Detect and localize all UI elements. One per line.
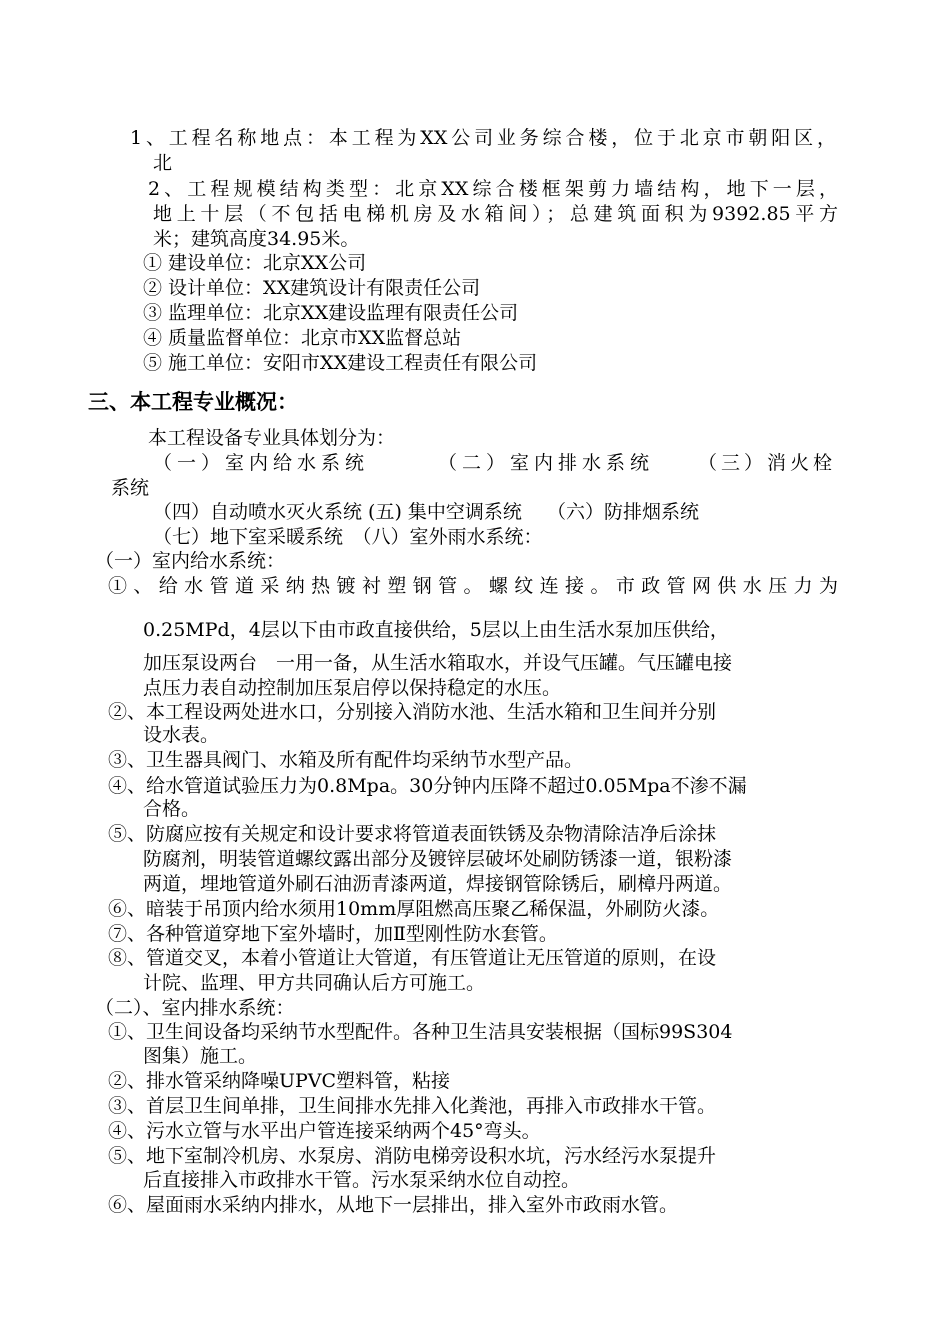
drainage-line: 后直接排入市政排水干管。污水泵采纳水位自动控。 [143,1169,581,1191]
drainage-line: ⑥、屋面雨水采纳内排水，从地下一层排出，排入室外市政雨水管。 [108,1194,679,1216]
section-heading: 三、本工程专业概况： [88,390,298,414]
project-name-line: 1、工程名称地点：本工程为XX公司业务综合楼，位于北京市朝阳区， [130,127,836,149]
water-supply-line: ⑦、各种管道穿地下室外墙时，加Ⅱ型刚性防水套管。 [108,923,558,945]
project-scale-line: 2、工程规模结构类型：北京XX综合楼框架剪力墙结构，地下一层， [148,178,838,200]
water-supply-line: 计院、监理、甲方共同确认后方可施工。 [143,972,486,994]
project-name-line-cont: 北 [153,152,173,174]
system-row-2: （四）自动喷水灭火系统 (五) 集中空调系统 （六）防排烟系统 [153,501,699,523]
water-supply-line: ③、卫生器具阀门、水箱及所有配件均采纳节水型产品。 [108,749,584,771]
water-supply-line: 加压泵设两台 一用一备，从生活水箱取水，并设气压罐。气压罐电接 [143,652,733,674]
water-supply-line: 两道，埋地管道外刷石油沥青漆两道，焊接钢管除锈后，刷樟丹两道。 [143,873,733,895]
drainage-line: ③、首层卫生间单排，卫生间排水先排入化粪池，再排入市政排水干管。 [108,1095,717,1117]
water-supply-line: ④、给水管道试验压力为0.8Mpa。30分钟内压降不超过0.05Mpa不渗不漏 [108,775,747,797]
project-scale-line-3: 米；建筑高度34.95米。 [153,228,360,250]
unit-contractor: ⑤ 施工单位：安阳市XX建设工程责任有限公司 [143,352,538,374]
system-item-3-cont: 系统 [111,477,150,499]
system-item-3: （三）消火栓 [698,452,837,474]
water-supply-line: ⑤、防腐应按有关规定和设计要求将管道表面铁锈及杂物清除洁净后涂抹 [108,823,717,845]
water-supply-line: ②、本工程设两处进水口，分别接入消防水池、生活水箱和卫生间并分别 [108,701,717,723]
unit-supervisor: ③ 监理单位：北京XX建设监理有限责任公司 [143,302,519,324]
water-supply-line: ⑥、暗装于吊顶内给水须用10mm厚阻燃高压聚乙稀保温，外刷防火漆。 [108,898,720,920]
water-supply-line: 合格。 [143,798,201,820]
project-scale-line-2: 地上十层（不包括电梯机房及水箱间）；总建筑面积为9392.85平方 [153,203,838,225]
drainage-line: ②、排水管采纳降噪UPVC塑料管，粘接 [108,1070,451,1092]
water-supply-line: ⑧、管道交叉，本着小管道让大管道，有压管道让无压管道的原则，在设 [108,947,717,969]
section-lead: 本工程设备专业具体划分为： [148,427,396,449]
drainage-line: 图集）施工。 [143,1045,258,1067]
unit-owner: ① 建设单位：北京XX公司 [143,252,367,274]
water-supply-line: 0.25MPd，4层以下由市政直接供给，5层以上由生活水泵加压供给， [143,619,729,641]
system-item-1: （一）室内给水系统 [153,452,370,474]
water-supply-line: ①、给水管道采纳热镀衬塑钢管。螺纹连接。市政管网供水压力为 [108,575,838,597]
drainage-line: ④、污水立管与水平出户管连接采纳两个45°弯头。 [108,1120,541,1142]
water-supply-line: 防腐剂，明装管道螺纹露出部分及镀锌层破坏处刷防锈漆一道，银粉漆 [143,848,733,870]
water-supply-line: 设水表。 [143,724,220,746]
drainage-heading: （二）、室内排水系统： [95,997,295,1019]
drainage-line: ⑤、地下室制冷机房、水泵房、消防电梯旁设积水坑，污水经污水泵提升 [108,1145,717,1167]
water-supply-line: 点压力表自动控制加压泵启停以保持稳定的水压。 [143,677,562,699]
unit-quality: ④ 质量监督单位：北京市XX监督总站 [143,327,462,349]
drainage-line: ①、卫生间设备均采纳节水型配件。各种卫生洁具安装根据（国标99S304 [108,1021,733,1043]
water-supply-heading: （一）室内给水系统： [95,550,286,572]
unit-designer: ② 设计单位：XX建筑设计有限责任公司 [143,277,481,299]
system-item-2: （二）室内排水系统 [438,452,655,474]
system-row-3: （七）地下室采暖系统 （八）室外雨水系统： [153,526,543,548]
